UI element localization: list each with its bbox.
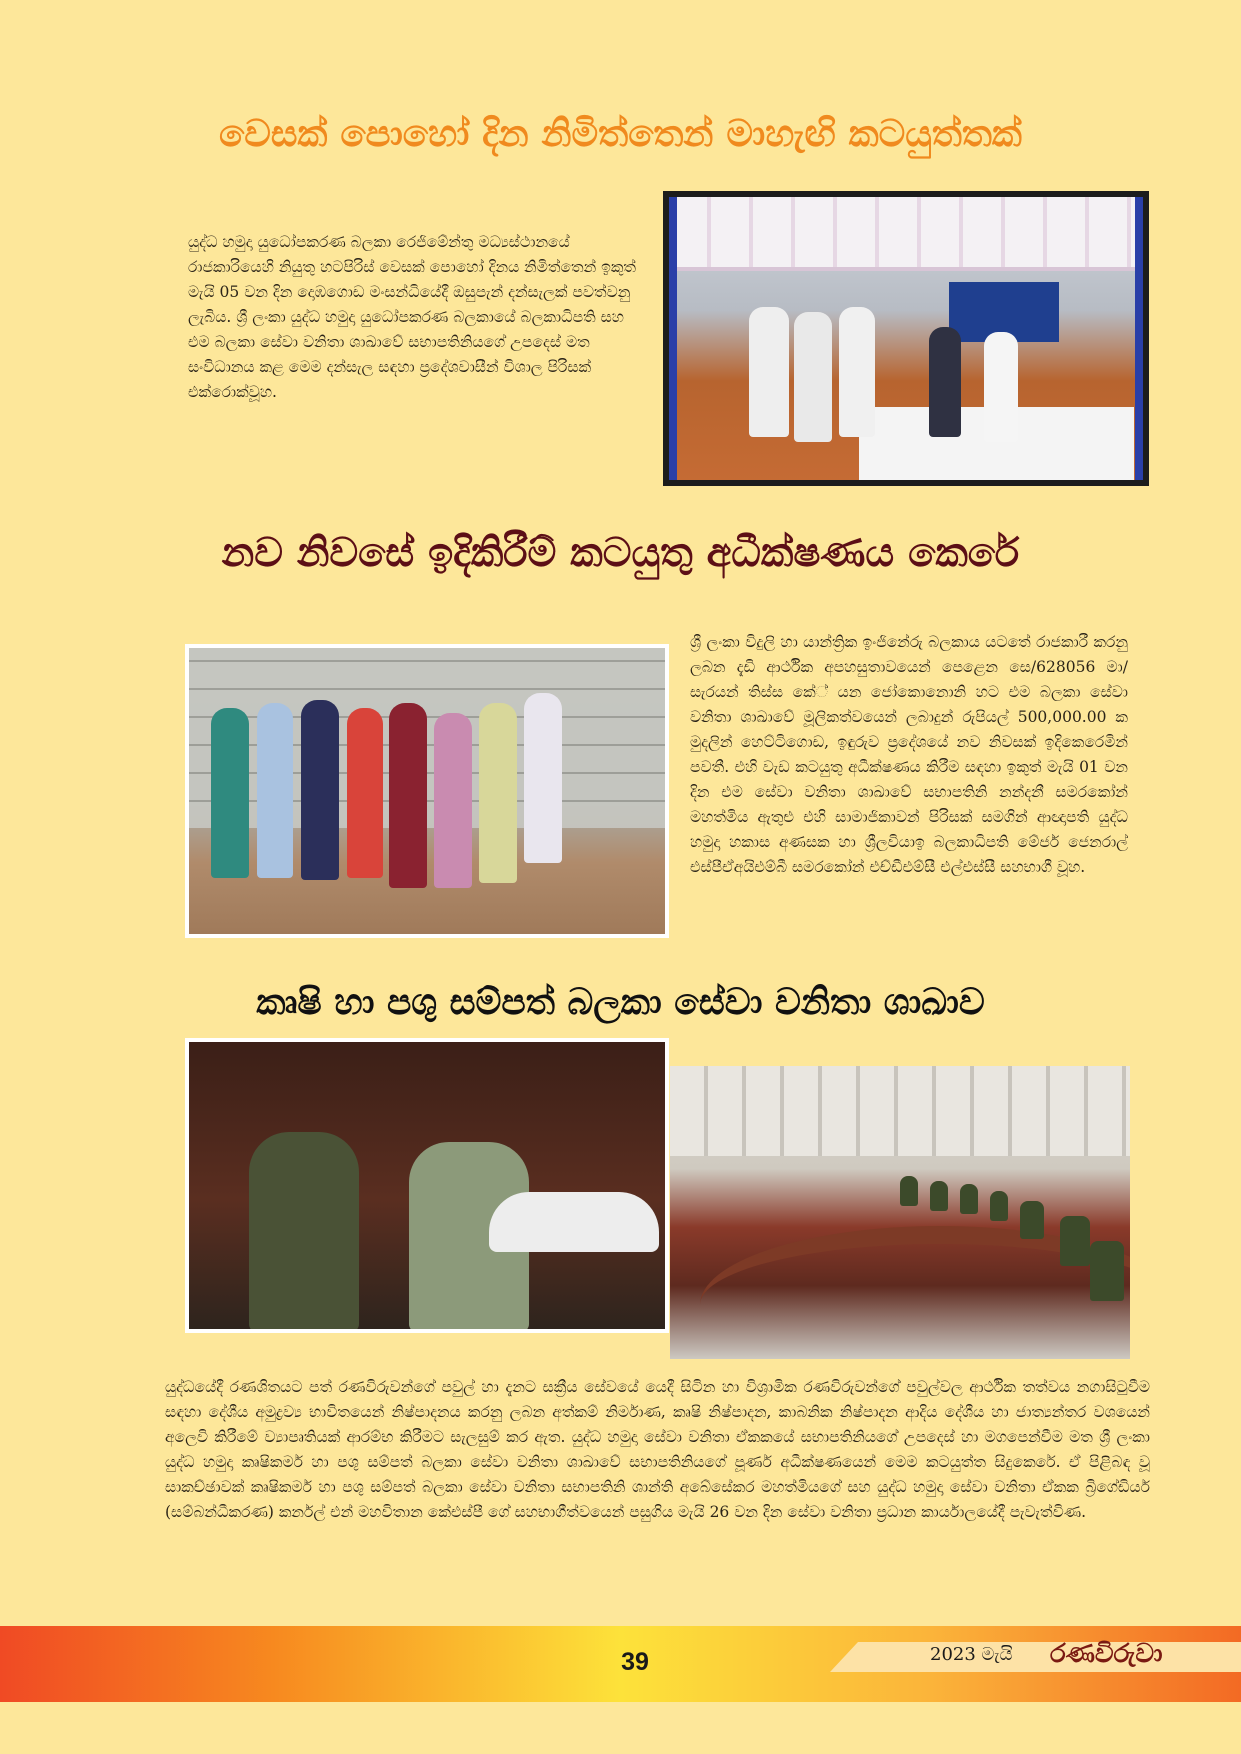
new-house-group-photo bbox=[185, 644, 669, 938]
agri-livestock-article-title: කෘෂි හා පශු සම්පත් බලකා සේවා වනිතා ශාඛාව bbox=[256, 982, 985, 1023]
footer-issue-tab bbox=[830, 1642, 1241, 1672]
conference-hall-photo bbox=[670, 1066, 1130, 1359]
page-number: 39 bbox=[621, 1648, 649, 1676]
magazine-name: රණවිරුවා bbox=[1050, 1639, 1163, 1669]
meeting-closeup-photo bbox=[185, 1038, 669, 1333]
new-house-article-title: නව නිවසේ ඉදිකිරීම් කටයුතු අධීක්ෂණය කෙරේ bbox=[221, 530, 1020, 576]
agri-livestock-article-body: යුද්ධයේදී රණශිතයට පත් රණවිරුවන්ගේ පවුල් හා දැනට සක්‍රීය සේවයේ යෙදී සිටින හා විශ්‍රාමික රණවිරුවන්ගේ පවුල්වල ආර්ථික තත්වය නගාසිටුවීම සඳහා දේශීය අමුද්‍රව්‍ය භාවිතයෙන් නිෂ්පාදනය කරනු ලබන අත්කම් නිර්මාණ, කෘෂි නිෂ්පාදන, කාබනික නිෂ්පාදන ආදිය දේශීය හා ජාත්‍යන්තර වශයෙන් අලෙවි කිරීමේ ව්‍යාපෘතියක් ආරම්භ කිරීමට සැලසුම් කර ඇත. යුද්ධ හමුදා සේවා වනිතා ඒකකයේ සභාපතිනියගේ උපදෙස් හා මගපෙන්වීම මත ශ්‍රී ලංකා යුද්ධ හමුදා කෘෂිකර්ම හා පශු සම්පත් බලකා සේවා වනිතා ශාඛාවේ සභාපතිනියගේ පූර්ණ අධීක්ෂණයෙන් මෙම කටයුත්ත සිදුකෙරේ. ඒ පිළිබඳ වූ සාකච්ඡාවක් කෘෂිකර්ම හා පශු සම්පත් බලකා සේවා වනිතා සභාපතිනි ශාන්ති අබේසේකර මහත්මියගේ සහ යුද්ධ හමුදා සේවා වනිතා ඒකක බ්‍රිගේඩියර් (සම්බන්ධීකරණ) කර්නල් එන් මහවිතාන කේඑස්පී ගේ සහභාගීත්වයෙන් පසුගිය මැයි 26 වන දින සේවා වනිතා ප්‍රධාන කාර්යාලයේදී පැවැත්විණ. bbox=[165, 1378, 1150, 1521]
vesak-dansala-photo bbox=[663, 191, 1149, 486]
vesak-article-title: වෙසක් පොහෝ දින නිමිත්තෙන් මාහැඟි කටයුත්තක් bbox=[219, 112, 1022, 155]
new-house-article-body: ශ්‍රී ලංකා විදුලි හා යාන්ත්‍රික ඉංජිනේරු බලකාය යටතේ රාජකාරී කරනු ලබන දැඩි ආර්ථික අපහසුතාවයෙන් පෙළෙන සෙ/628056 මා/සැරයන් තිස්ස කේ් යන ජෝකොනොනි හට එම බලකා සේවා වනිතා ශාඛාවේ මූලිකත්වයෙන් ලබාදුන් රුපියල් 500,000.00 ක මුදලින් හෙට්ටිගොඩ, ඉඳුරුව ප්‍රදේශයේ නව නිවසක් ඉදිකෙරෙමින් පවතී. එහි වැඩ කටයුතු අධීක්ෂණය කිරීම සඳහා ඉකුත් මැයි 01 වන දින එම සේවා වනිතා ශාඛාවේ සභාපතිනි නන්දනී සමරකෝන් මහත්මිය ඇතුළු එහි සාමාජිකාවන් පිරිසක් සමගින් ආඥාපති යුද්ධ හමුදා හකාස අණසක හා ශ්‍රීලවියාඉ බලකාධිපති මේජර් ජෙනරාල් එස්පීඒඅයිඑම්බී සමරකෝන් එච්ඩීඑම්සී එල්එස්සී සහභාගී වූහ. bbox=[690, 633, 1128, 876]
vesak-article-body: යුද්ධ හමුදා යුධෝපකරණ බලකා රෙජිමේන්තු මධ්‍යස්ථානයේ රාජකාරියෙහි නියුතු හටපිරිස් වෙසක් පොහෝ දිනය නිමිත්තෙන් ඉකුත් මැයි 05 වන දින දොඹගොඩ මංසන්ධියේදී ඔසුපැන් දන්සැලක් පවත්වනු ලැබිය. ශ්‍රී ලංකා යුද්ධ හමුදා යුධෝපකරණ බලකායේ බලකාධිපති සහ එම බලකා සේවා වනිතා ශාඛාවේ සභාපතිනියගේ උපදෙස් මත සංවිධානය කළ මෙම දන්සැල සඳහා ප්‍රදේශවාසීන් විශාල පිරිසක් එක්රොක්වූහ. bbox=[188, 233, 637, 401]
issue-date: 2023 මැයි bbox=[930, 1644, 1013, 1665]
